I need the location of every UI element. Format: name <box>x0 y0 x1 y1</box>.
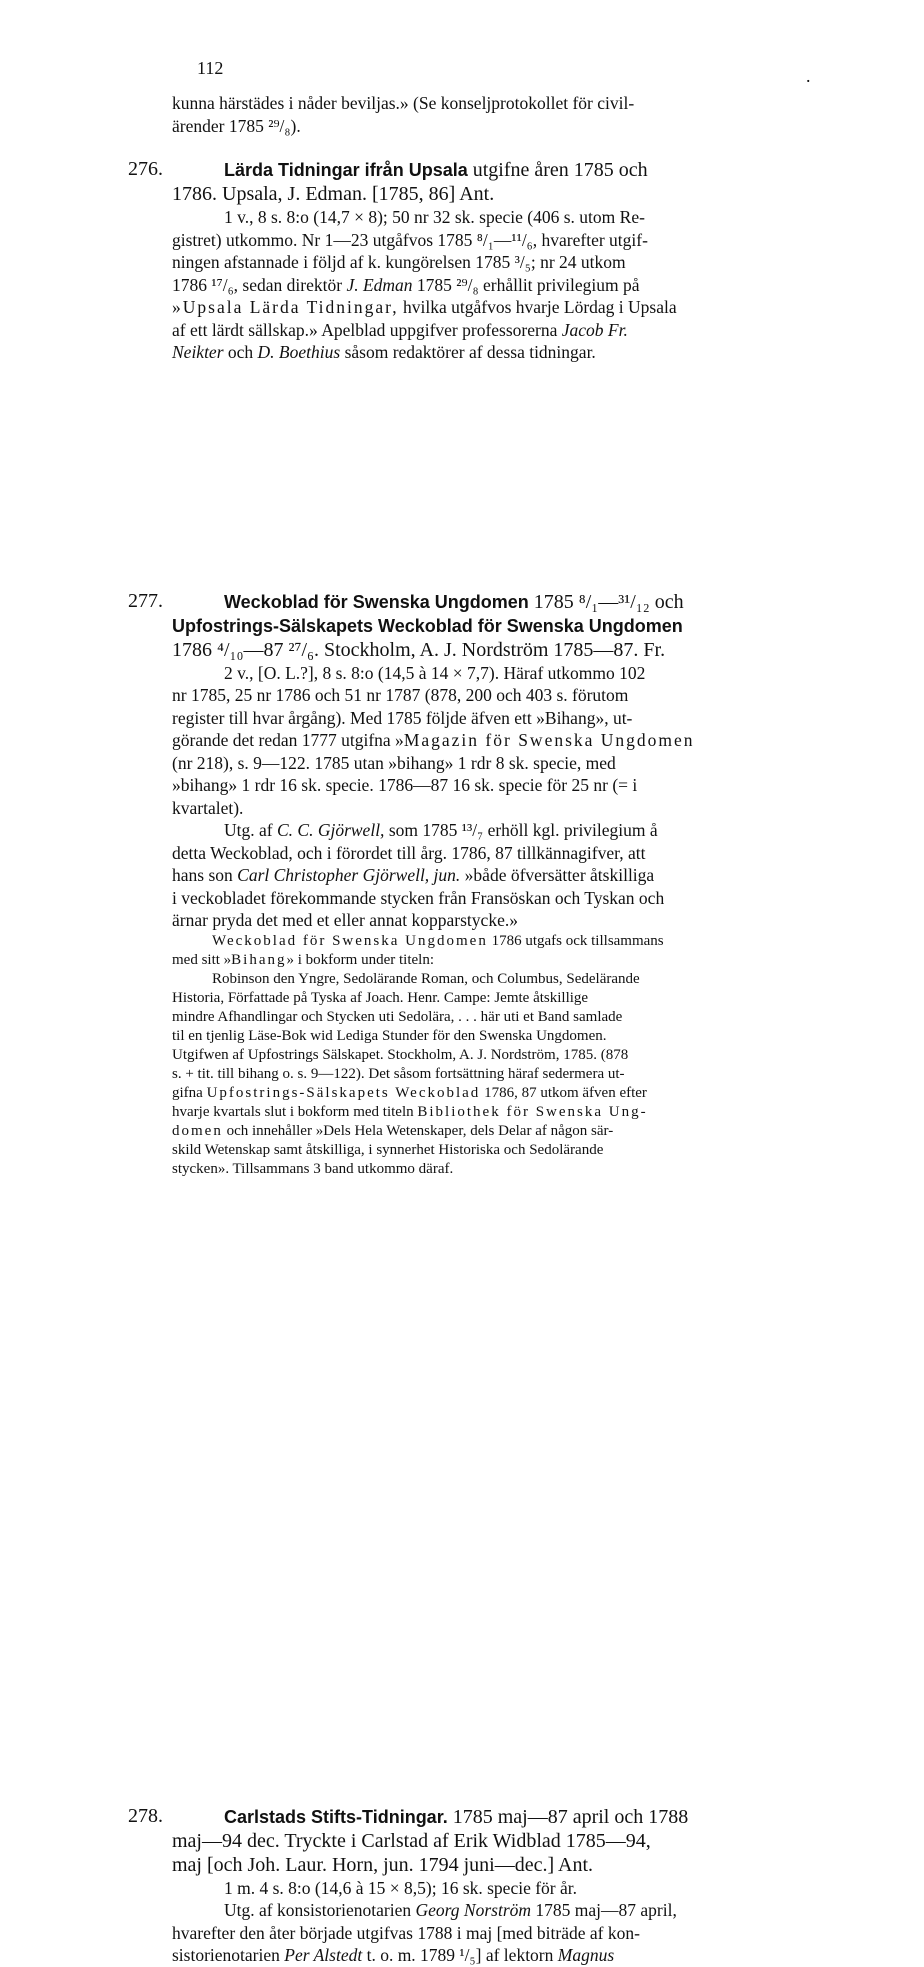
entry-title: 1786. Upsala, J. Edman. [1785, 86] Ant. <box>172 183 495 205</box>
entry-number: 278. <box>128 1804 163 1827</box>
text-line: ningen afstannade i följd af k. kungörelsen 1785 ³/₅; nr 24 utkom <box>172 252 626 272</box>
entry-title: Upfostrings-Sälskapets Weckoblad för Swenska Ungdomen <box>172 615 683 636</box>
entry-title: Carlstads Stifts-Tidningar. 1785 maj—87 april och 1788 <box>224 1805 689 1828</box>
text-line: ärnar pryda det med et eller annat kopparstycke.» <box>172 910 518 930</box>
text-line: Neikter och D. Boethius såsom redaktörer af dessa tidningar. <box>172 342 596 362</box>
entry-number: 277. <box>128 589 163 612</box>
text-line: 1 m. 4 s. 8:o (14,6 à 15 × 8,5); 16 sk. specie för år. <box>224 1877 578 1898</box>
entry-278 <box>128 1804 812 1967</box>
small-line: hvarje kvartals slut i bokform med titeln Bibliothek för Swenska Ung- <box>172 1103 648 1120</box>
text-line: 1 v., 8 s. 8:o (14,7 × 8); 50 nr 32 sk. specie (406 s. utom Re- <box>224 207 645 227</box>
intro-paragraph <box>172 92 812 137</box>
small-print-note <box>172 932 812 1179</box>
entry-title: 1786 ⁴/₁₀—87 ²⁷/₆. Stockholm, A. J. Nordström 1785—87. Fr. <box>172 638 666 661</box>
small-line: Utgifwen af Upfostrings Sälskapet. Stockholm, A. J. Nordström, 1785. (878 <box>172 1046 629 1063</box>
small-line: stycken». Tillsammans 3 band utkommo däraf. <box>172 1160 454 1177</box>
text-line: 2 v., [O. L.?], 8 s. 8:o (14,5 à 14 × 7,7). Häraf utkommo 102 <box>224 662 646 683</box>
entry-title: Lärda Tidningar ifrån Upsala utgifne åren 1785 och <box>224 159 648 181</box>
text-line: »bihang» 1 rdr 16 sk. specie. 1786—87 16 sk. specie för 25 nr (= i <box>172 775 638 795</box>
entry-title: maj—94 dec. Tryckte i Carlstad af Erik Widblad 1785—94, <box>172 1829 651 1852</box>
text-line: Utg. af konsistorienotarien Georg Norström 1785 maj—87 april, <box>224 1900 677 1920</box>
entry-276 <box>128 158 812 364</box>
small-line: domen och innehåller »Dels Hela Wetenskaper, dels Delar af någon sär- <box>172 1122 614 1139</box>
text-line: hans son Carl Christopher Gjörwell, jun. »både öfversätter åtskilliga <box>172 865 655 885</box>
text-line: kvartalet). <box>172 797 244 818</box>
text-line: i veckobladet förekommande stycken från Fransöskan och Tyskan och <box>172 887 665 908</box>
small-line: med sitt »Bihang» i bokform under titeln: <box>172 951 434 968</box>
entry-number: 276. <box>128 158 163 180</box>
small-line: Robinson den Yngre, Sedolärande Roman, och Columbus, Sedelärande <box>212 970 640 987</box>
text-line: »Upsala Lärda Tidningar, hvilka utgåfvos hvarje Lördag i Upsala <box>172 297 677 317</box>
small-line: til en tjenlig Läse-Bok wid Lediga Stunder för den Swenska Ungdomen. <box>172 1027 607 1044</box>
small-line: s. + tit. till bihang o. s. 9—122). Det såsom fortsättning häraf sedermera ut- <box>172 1065 625 1082</box>
small-line: Historia, Författade på Tyska af Joach. Henr. Campe: Jemte åtskillige <box>172 989 589 1006</box>
intro-line: kunna härstädes i nåder beviljas.» (Se konseljprotokollet för civil- <box>172 93 635 113</box>
page-mark: . <box>806 66 811 86</box>
text-line: Utg. af C. C. Gjörwell, som 1785 ¹³/₇ erhöll kgl. privilegium å <box>224 820 658 840</box>
entry-title: maj [och Joh. Laur. Horn, jun. 1794 juni—dec.] Ant. <box>172 1853 594 1876</box>
small-line: mindre Afhandlingar och Stycken uti Sedolära, . . . här uti et Band samlade <box>172 1008 623 1025</box>
intro-line: ärender 1785 ²⁹/₈). <box>172 115 301 136</box>
text-line: af ett lärdt sällskap.» Apelblad uppgifver professorerna Jacob Fr. <box>172 319 628 340</box>
text-line: görande det redan 1777 utgifna »Magazin för Swenska Ungdomen <box>172 730 695 750</box>
text-line: (nr 218), s. 9—122. 1785 utan »bihang» 1 rdr 8 sk. specie, med <box>172 752 616 773</box>
text-line: register till hvar årgång). Med 1785 följde äfven ett »Bihang», ut- <box>172 707 633 728</box>
text-line: 1786 ¹⁷/₆, sedan direktör J. Edman 1785 ²⁹/₈ erhållit privilegium på <box>172 274 640 295</box>
text-line: detta Weckoblad, och i förordet till årg. 1786, 87 tillkännagifver, att <box>172 842 646 863</box>
text-line: sistorienotarien Per Alstedt t. o. m. 1789 ¹/₅] af lektorn Magnus <box>172 1945 615 1965</box>
small-line: skild Wetenskap samt åtskilliga, i synnerhet Historiska och Sedolärande <box>172 1141 604 1158</box>
small-line: gifna Upfostrings-Sälskapets Weckoblad 1786, 87 utkom äfven efter <box>172 1084 647 1101</box>
small-line: Weckoblad för Swenska Ungdomen 1786 utgafs ock tillsammans <box>212 932 664 949</box>
entry-277 <box>128 589 812 1179</box>
text-line: hvarefter den åter började utgifvas 1788 i maj [med biträde af kon- <box>172 1922 640 1943</box>
text-line: gistret) utkommo. Nr 1—23 utgåfvos 1785 ⁸/₁—¹¹/₆, hvarefter utgif- <box>172 229 648 250</box>
page-number: 112 <box>197 58 224 78</box>
text-line: nr 1785, 25 nr 1786 och 51 nr 1787 (878, 200 och 403 s. förutom <box>172 685 629 705</box>
entry-title: Weckoblad för Swenska Ungdomen 1785 ⁸/₁—³¹/₁₂ och <box>224 590 684 613</box>
